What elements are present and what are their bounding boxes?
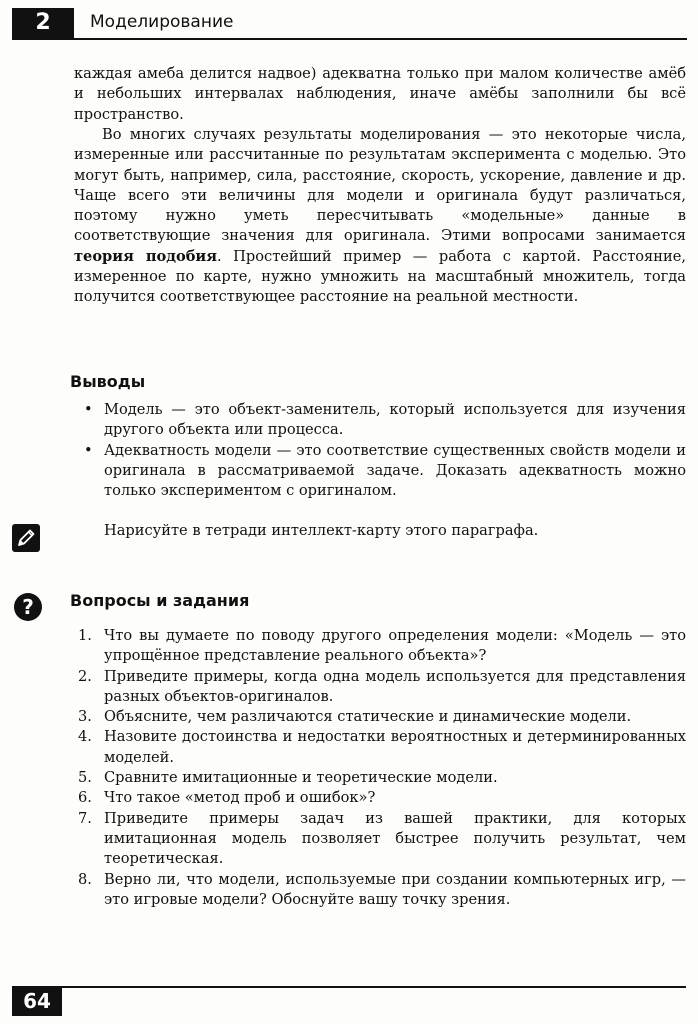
questions-heading: Вопросы и задания (70, 591, 250, 610)
list-item: 1. Что вы думаете по поводу другого определения модели: «Модель — это упрощённое представление реального объекта»? (78, 627, 686, 665)
pencil-icon (12, 524, 40, 552)
bullet-icon: • (84, 441, 93, 459)
task-note: Нарисуйте в тетради интеллект-карту этого параграфа. (104, 522, 539, 539)
list-item: • Адекватность модели — это соответствие существенных свойств модели и оригинала в рассматриваемой задаче. Доказать адекватность можно только экспериментом с оригиналом. (84, 441, 686, 500)
header-rule (74, 38, 687, 40)
conclusions-list (84, 400, 686, 501)
intro-paragraph: каждая амеба делится надвое) адекватна только при малом количестве амёб и небольших интервалах наблюдения, иначе амёбы заполнили бы всё пространство. (74, 65, 686, 123)
list-item: 3. Объясните, чем различаются статические и динамические модели. (78, 708, 632, 726)
similarity-text-after: . Простейший пример — работа с картой. Расстояние, измеренное по карте, нужно умножить на масштабный множитель, тогда получится соответствующее расстояние на реальной местности. (74, 247, 686, 306)
page-header (12, 8, 687, 40)
questions-list (78, 626, 686, 910)
chapter-number: 2 (12, 8, 74, 40)
chapter-title: Моделирование (90, 12, 234, 32)
question-icon: ? (14, 593, 42, 621)
conclusions-heading: Выводы (70, 372, 146, 391)
similarity-paragraph (74, 125, 686, 308)
page-number: 64 (12, 986, 62, 1016)
bullet-icon: • (84, 401, 93, 418)
similarity-term: теория подобия (74, 247, 218, 265)
list-item: 6. Что такое «метод проб и ошибок»? (78, 789, 376, 807)
list-item: 4. Назовите достоинства и недостатки вероятностных и детерминированных моделей. (78, 728, 686, 766)
list-item: 7. Приведите примеры задач из вашей практики, для которых имитационная модель позволяет быстрее получить результат, чем теоретическая. (78, 809, 686, 868)
footer-rule (62, 986, 686, 988)
list-item: 8. Верно ли, что модели, используемые при создании компьютерных игр, — это игровые модели? Обоснуйте вашу точку зрения. (78, 870, 686, 908)
similarity-text-before: Во многих случаях результаты моделирования — это некоторые числа, измеренные или рассчитанные по результатам эксперимента с моделью. Это могут быть, например, сила, расстояние, скорость, ускорение, давление и др. Чаще всего эти величины для модели и оригинала будут различаться, поэтому нужно уметь пересчитывать «модельные» данные в соответствующие значения для оригинала. Этими вопросами занимается (74, 126, 686, 245)
list-item: 5. Сравните имитационные и теоретические модели. (78, 769, 498, 787)
list-item: 2. Приведите примеры, когда одна модель используется для представления разных объектов-оригиналов. (78, 667, 686, 705)
list-item: • Модель — это объект-заменитель, который используется для изучения другого объекта или процесса. (84, 401, 686, 439)
